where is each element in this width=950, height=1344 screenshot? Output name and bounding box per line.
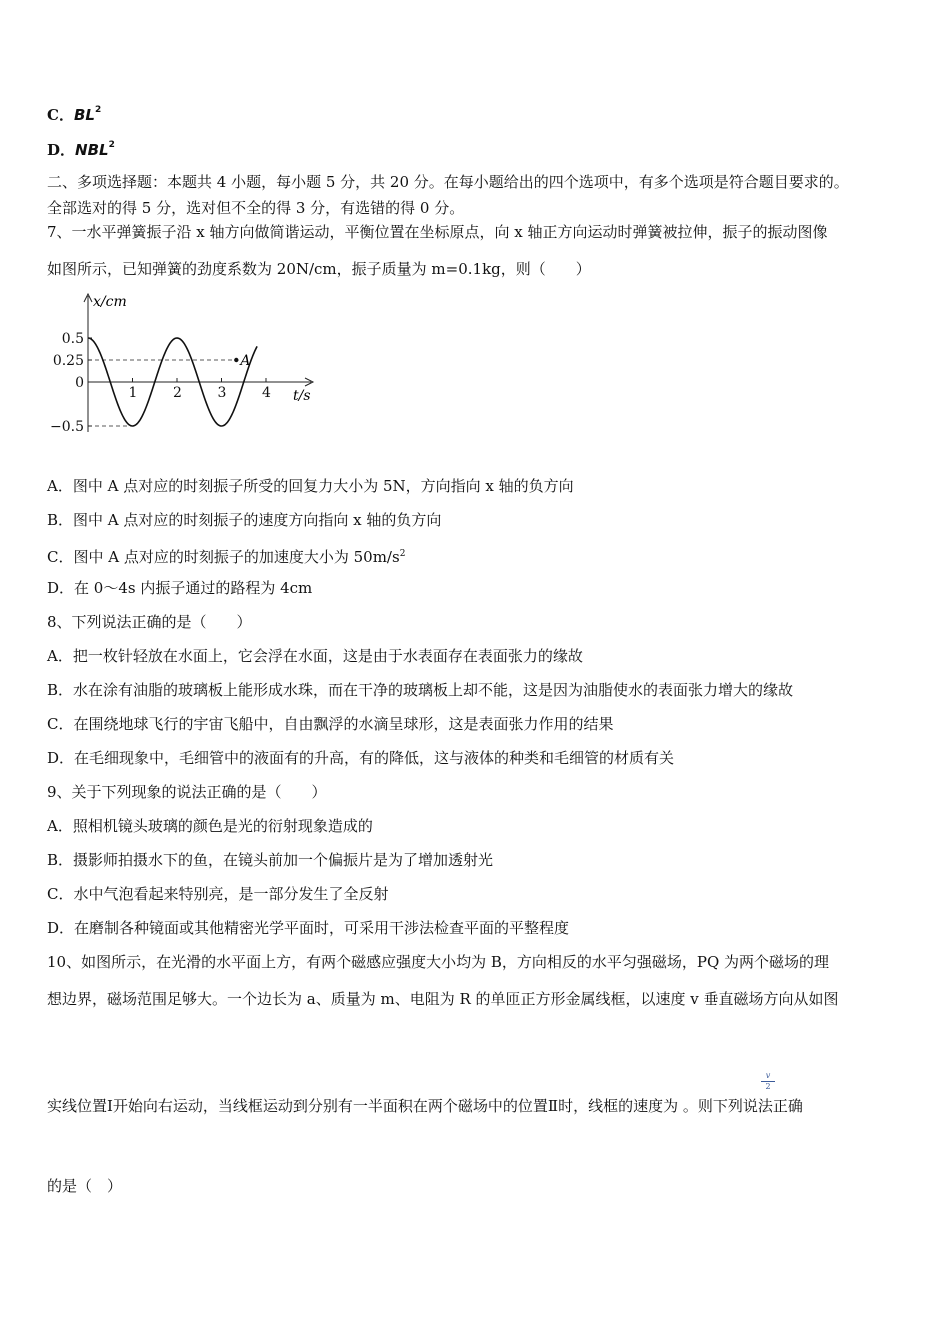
q7-option-c	[47, 544, 405, 567]
option-text: C．图中 A 点对应的时刻振子的加速度大小为 50m/s	[47, 548, 400, 566]
section-heading-line2: 全部选对的得 5 分，选对但不全的得 3 分，有选错的得 0 分。	[47, 199, 465, 217]
option-label: C．	[47, 106, 74, 124]
q8-option-b: B．水在涂有油脂的玻璃板上能形成水珠，而在干净的玻璃板上却不能，这是因为油脂使水的表面张力增大的缘故	[47, 681, 794, 699]
y-tick-label: 0.5	[61, 331, 84, 347]
q10-stem-line2: 想边界，磁场范围足够大。一个边长为 a、质量为 m、电阻为 R 的单匝正方形金属线框，以速度 v 垂直磁场方向从如图	[47, 990, 839, 1008]
x-tick-label: 4	[262, 385, 271, 401]
x-tick-label: 3	[217, 385, 227, 401]
velocity-fraction	[761, 1071, 775, 1092]
unit-exponent: 2	[399, 549, 406, 559]
x-axis-label: t/s	[293, 388, 311, 404]
q9-option-d: D．在磨制各种镜面或其他精密光学平面时，可采用干涉法检查平面的平整程度	[47, 919, 570, 937]
q9-stem: 9、关于下列现象的说法正确的是（ ）	[47, 783, 327, 801]
fraction-denominator: 2	[761, 1081, 775, 1092]
q7-stem-line1: 7、一水平弹簧振子沿 x 轴方向做简谐运动，平衡位置在坐标原点，向 x 轴正方向运动时弹簧被拉伸，振子的振动图像	[47, 223, 828, 241]
prev-option-c	[47, 102, 101, 125]
q7-option-a: A．图中 A 点对应的时刻振子所受的回复力大小为 5N，方向指向 x 轴的负方向	[47, 477, 574, 495]
option-label: D．	[47, 141, 76, 159]
prev-option-d	[47, 137, 115, 160]
fraction-numerator: v	[765, 1071, 771, 1080]
vibration-graph	[45, 290, 335, 440]
formula-body: BL	[73, 106, 95, 124]
q9-option-b: B．摄影师拍摄水下的鱼，在镜头前加一个偏振片是为了增加透射光	[47, 851, 494, 869]
y-axis-label: x/cm	[93, 294, 127, 310]
section-heading-line1: 二、多项选择题：本题共 4 小题，每小题 5 分，共 20 分。在每小题给出的四个选项中，有多个选项是符合题目要求的。	[47, 173, 849, 191]
x-tick-label: 1	[128, 385, 138, 401]
q9-option-a: A．照相机镜头玻璃的颜色是光的衍射现象造成的	[47, 817, 373, 835]
q7-stem-line2: 如图所示，已知弹簧的劲度系数为 20N/cm，振子质量为 m=0.1kg，则（ ）	[47, 260, 591, 278]
formula-exponent: 2	[108, 140, 115, 150]
q7-option-d: D．在 0～4s 内振子通过的路程为 4cm	[47, 579, 313, 597]
formula-exponent: 2	[94, 105, 102, 115]
point-a-marker	[234, 358, 238, 362]
q7-option-b: B．图中 A 点对应的时刻振子的速度方向指向 x 轴的负方向	[47, 511, 442, 529]
formula-body: NBL	[75, 141, 109, 159]
q9-option-c: C．水中气泡看起来特别亮，是一部分发生了全反射	[47, 885, 389, 903]
q10-stem-line3: 实线位置Ⅰ开始向右运动，当线框运动到分别有一半面积在两个磁场中的位置Ⅱ时，线框的速度为 。则下列说法正确	[47, 1097, 803, 1115]
q8-option-d: D．在毛细现象中，毛细管中的液面有的升高，有的降低，这与液体的种类和毛细管的材质有关	[47, 749, 675, 767]
formula	[74, 106, 101, 124]
y-tick-label: −0.5	[50, 419, 84, 435]
x-tick-label: 2	[173, 385, 182, 401]
q8-option-c: C．在围绕地球飞行的宇宙飞船中，自由飘浮的水滴呈球形，这是表面张力作用的结果	[47, 715, 614, 733]
q8-stem: 8、下列说法正确的是（ ）	[47, 613, 252, 631]
q10-stem-line1: 10、如图所示，在光滑的水平面上方，有两个磁感应强度大小均为 B，方向相反的水平匀强磁场，PQ 为两个磁场的理	[47, 953, 830, 971]
q8-option-a: A．把一枚针轻放在水面上，它会浮在水面，这是由于水表面存在表面张力的缘故	[47, 647, 583, 665]
y-tick-label: 0	[75, 375, 84, 391]
formula	[75, 141, 115, 159]
point-a-label: A	[240, 353, 251, 369]
y-tick-label: 0.25	[52, 353, 84, 369]
q10-stem-line4: 的是（ ）	[47, 1177, 123, 1195]
